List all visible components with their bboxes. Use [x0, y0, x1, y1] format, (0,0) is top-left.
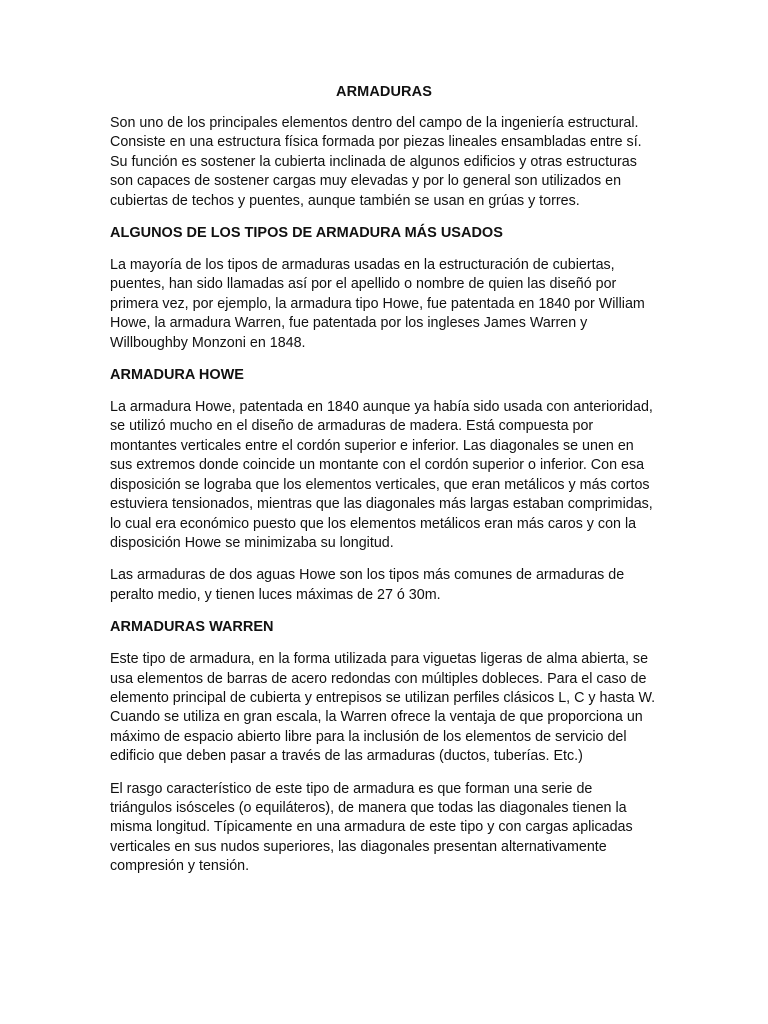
- document-title: ARMADURAS: [336, 84, 432, 100]
- section-heading-tipos: ALGUNOS DE LOS TIPOS DE ARMADURA MÁS USADOS: [110, 225, 503, 242]
- section-paragraph: Este tipo de armadura, en la forma utilizada para viguetas ligeras de alma abierta, se usa elementos de barras de acero redondas con múltiples dobleces. Para el caso de elemento principal de cubierta y entrepisos se utilizan perfiles clásicos L, C y hasta W. Cuando se utiliza en gran escala, la Warren ofrece la ventaja de que proporciona un máximo de espacio abierto libre para la inclusión de los elementos de servicio del edificio que deben pasar a través de las armaduras (ductos, tuberías. Etc.): [110, 651, 656, 765]
- section-heading-howe: ARMADURA HOWE: [110, 367, 244, 384]
- section-paragraph: El rasgo característico de este tipo de armadura es que forman una serie de triángulos isósceles (o equiláteros), de manera que todas las diagonales tienen la misma longitud. Típicamente en una armadura de este tipo y con cargas aplicadas verticales en sus nudos superiores, las diagonales presentan alternativamente compresión y tensión.: [110, 780, 633, 875]
- section-paragraph: La armadura Howe, patentada en 1840 aunque ya había sido usada con anterioridad, se utilizó mucho en el diseño de armaduras de madera. Está compuesta por montantes verticales entre el cordón superior e inferior. Las diagonales se unen en sus extremos donde coincide un montante con el cordón superior o inferior. Con esa disposición se lograba que los elementos verticales, que eran metálicos y más cortos estuviera tensionados, mientras que las diagonales más largas estaban comprimidas, lo cual era económico puesto que los elementos metálicos eran más caros y con la disposición Howe se minimizaba su longitud.: [110, 399, 653, 551]
- intro-paragraph: Son uno de los principales elementos dentro del campo de la ingeniería estructural. Consiste en una estructura física formada por piezas lineales ensambladas entre sí. Su función es sostener la cubierta inclinada de algunos edificios y otras estructuras son capaces de sostener cargas muy elevadas y por lo general son utilizados en cubiertas de techos y puentes, aunque también se usan en grúas y torres.: [110, 115, 642, 209]
- section-heading-warren: ARMADURAS WARREN: [110, 619, 274, 636]
- document-body: [110, 84, 658, 890]
- section-paragraph: La mayoría de los tipos de armaduras usadas en la estructuración de cubiertas, puentes, han sido llamadas así por el apellido o nombre de quien las diseñó por primera vez, por ejemplo, la armadura tipo Howe, fue patentada en 1840 por William Howe, la armadura Warren, fue patentada por los ingleses James Warren y Willboughby Monzoni en 1848.: [110, 257, 645, 351]
- section-paragraph: Las armaduras de dos aguas Howe son los tipos más comunes de armaduras de peralto medio, y tienen luces máximas de 27 ó 30m.: [110, 567, 625, 603]
